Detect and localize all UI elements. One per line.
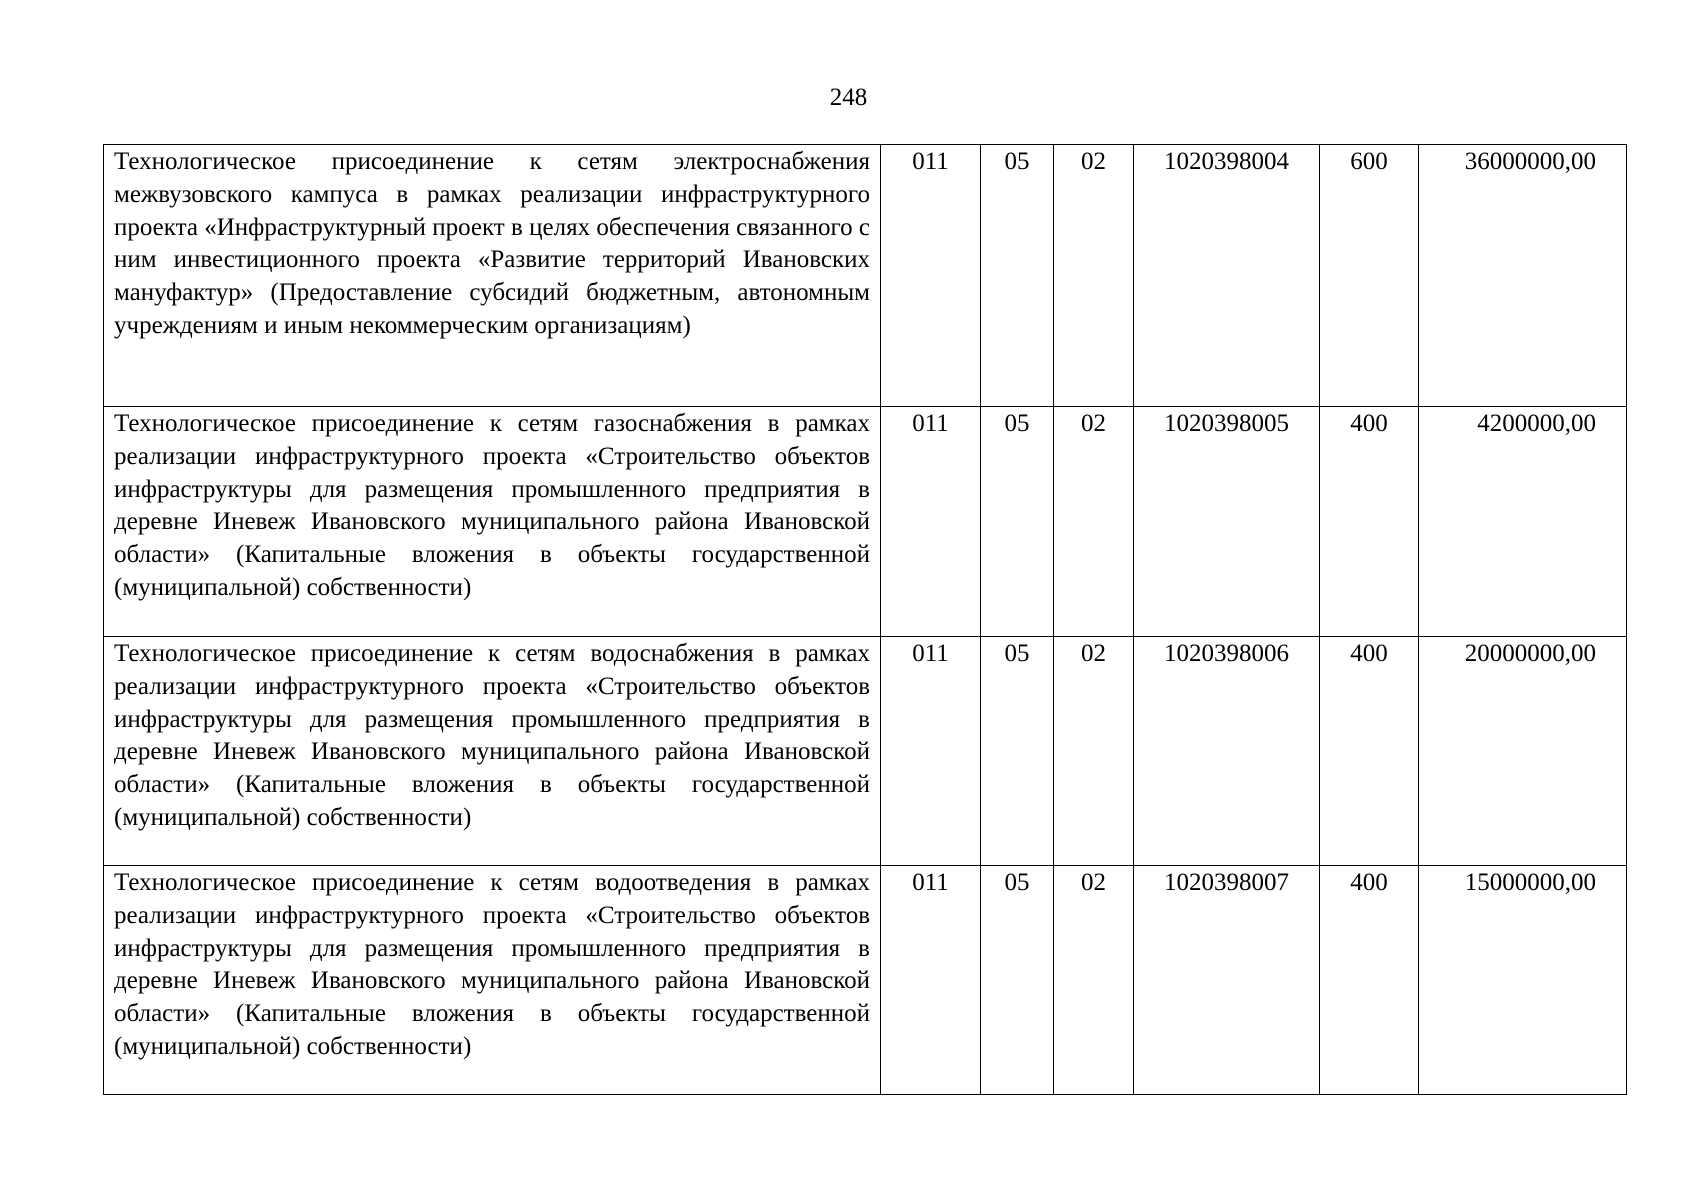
subsection-cell: 02 — [1054, 145, 1134, 407]
page-number: 248 — [829, 84, 868, 111]
subsection-cell: 02 — [1054, 866, 1134, 1095]
target-article-cell: 1020398005 — [1134, 407, 1320, 637]
target-article-cell: 1020398004 — [1134, 145, 1320, 407]
amount-cell: 4200000,00 — [1419, 407, 1627, 637]
section-cell: 05 — [981, 145, 1054, 407]
ministry-code-cell: 011 — [881, 637, 981, 866]
subsection-cell: 02 — [1054, 407, 1134, 637]
description-cell: Технологическое присоединение к сетям газоснабжения в рамках реализации инфраструктурного проекта «Строительство объектов инфраструктуры для размещения промышленного предприятия в деревне Иневеж Ивановского муниципального района Ивановской области» (Капитальные вложения в объекты государственной (муниципальной) собственности) — [104, 407, 881, 637]
section-cell: 05 — [981, 866, 1054, 1095]
amount-cell: 15000000,00 — [1419, 866, 1627, 1095]
expense-type-cell: 400 — [1320, 866, 1419, 1095]
expense-type-cell: 600 — [1320, 145, 1419, 407]
target-article-cell: 1020398007 — [1134, 866, 1320, 1095]
expense-type-cell: 400 — [1320, 637, 1419, 866]
table-row — [104, 407, 1627, 637]
amount-cell: 20000000,00 — [1419, 637, 1627, 866]
target-article-cell: 1020398006 — [1134, 637, 1320, 866]
table-row — [104, 145, 1627, 407]
description-cell: Технологическое присоединение к сетям водоснабжения в рамках реализации инфраструктурного проекта «Строительство объектов инфраструктуры для размещения промышленного предприятия в деревне Иневеж Ивановского муниципального района Ивановской области» (Капитальные вложения в объекты государственной (муниципальной) собственности) — [104, 637, 881, 866]
description-cell: Технологическое присоединение к сетям электроснабжения межвузовского кампуса в рамках реализации инфраструктурного проекта «Инфраструктурный проект в целях обеспечения связанного с ним инвестиционного проекта «Развитие территорий Ивановских мануфактур» (Предоставление субсидий бюджетным, автономным учреждениям и иным некоммерческим организациям) — [104, 145, 881, 407]
table-row — [104, 866, 1627, 1095]
subsection-cell: 02 — [1054, 637, 1134, 866]
table-row — [104, 637, 1627, 866]
ministry-code-cell: 011 — [881, 407, 981, 637]
ministry-code-cell: 011 — [881, 866, 981, 1095]
budget-table — [103, 144, 1627, 1095]
description-cell: Технологическое присоединение к сетям водоотведения в рамках реализации инфраструктурного проекта «Строительство объектов инфраструктуры для размещения промышленного предприятия в деревне Иневеж Ивановского муниципального района Ивановской области» (Капитальные вложения в объекты государственной (муниципальной) собственности) — [104, 866, 881, 1095]
section-cell: 05 — [981, 637, 1054, 866]
expense-type-cell: 400 — [1320, 407, 1419, 637]
section-cell: 05 — [981, 407, 1054, 637]
ministry-code-cell: 011 — [881, 145, 981, 407]
amount-cell: 36000000,00 — [1419, 145, 1627, 407]
